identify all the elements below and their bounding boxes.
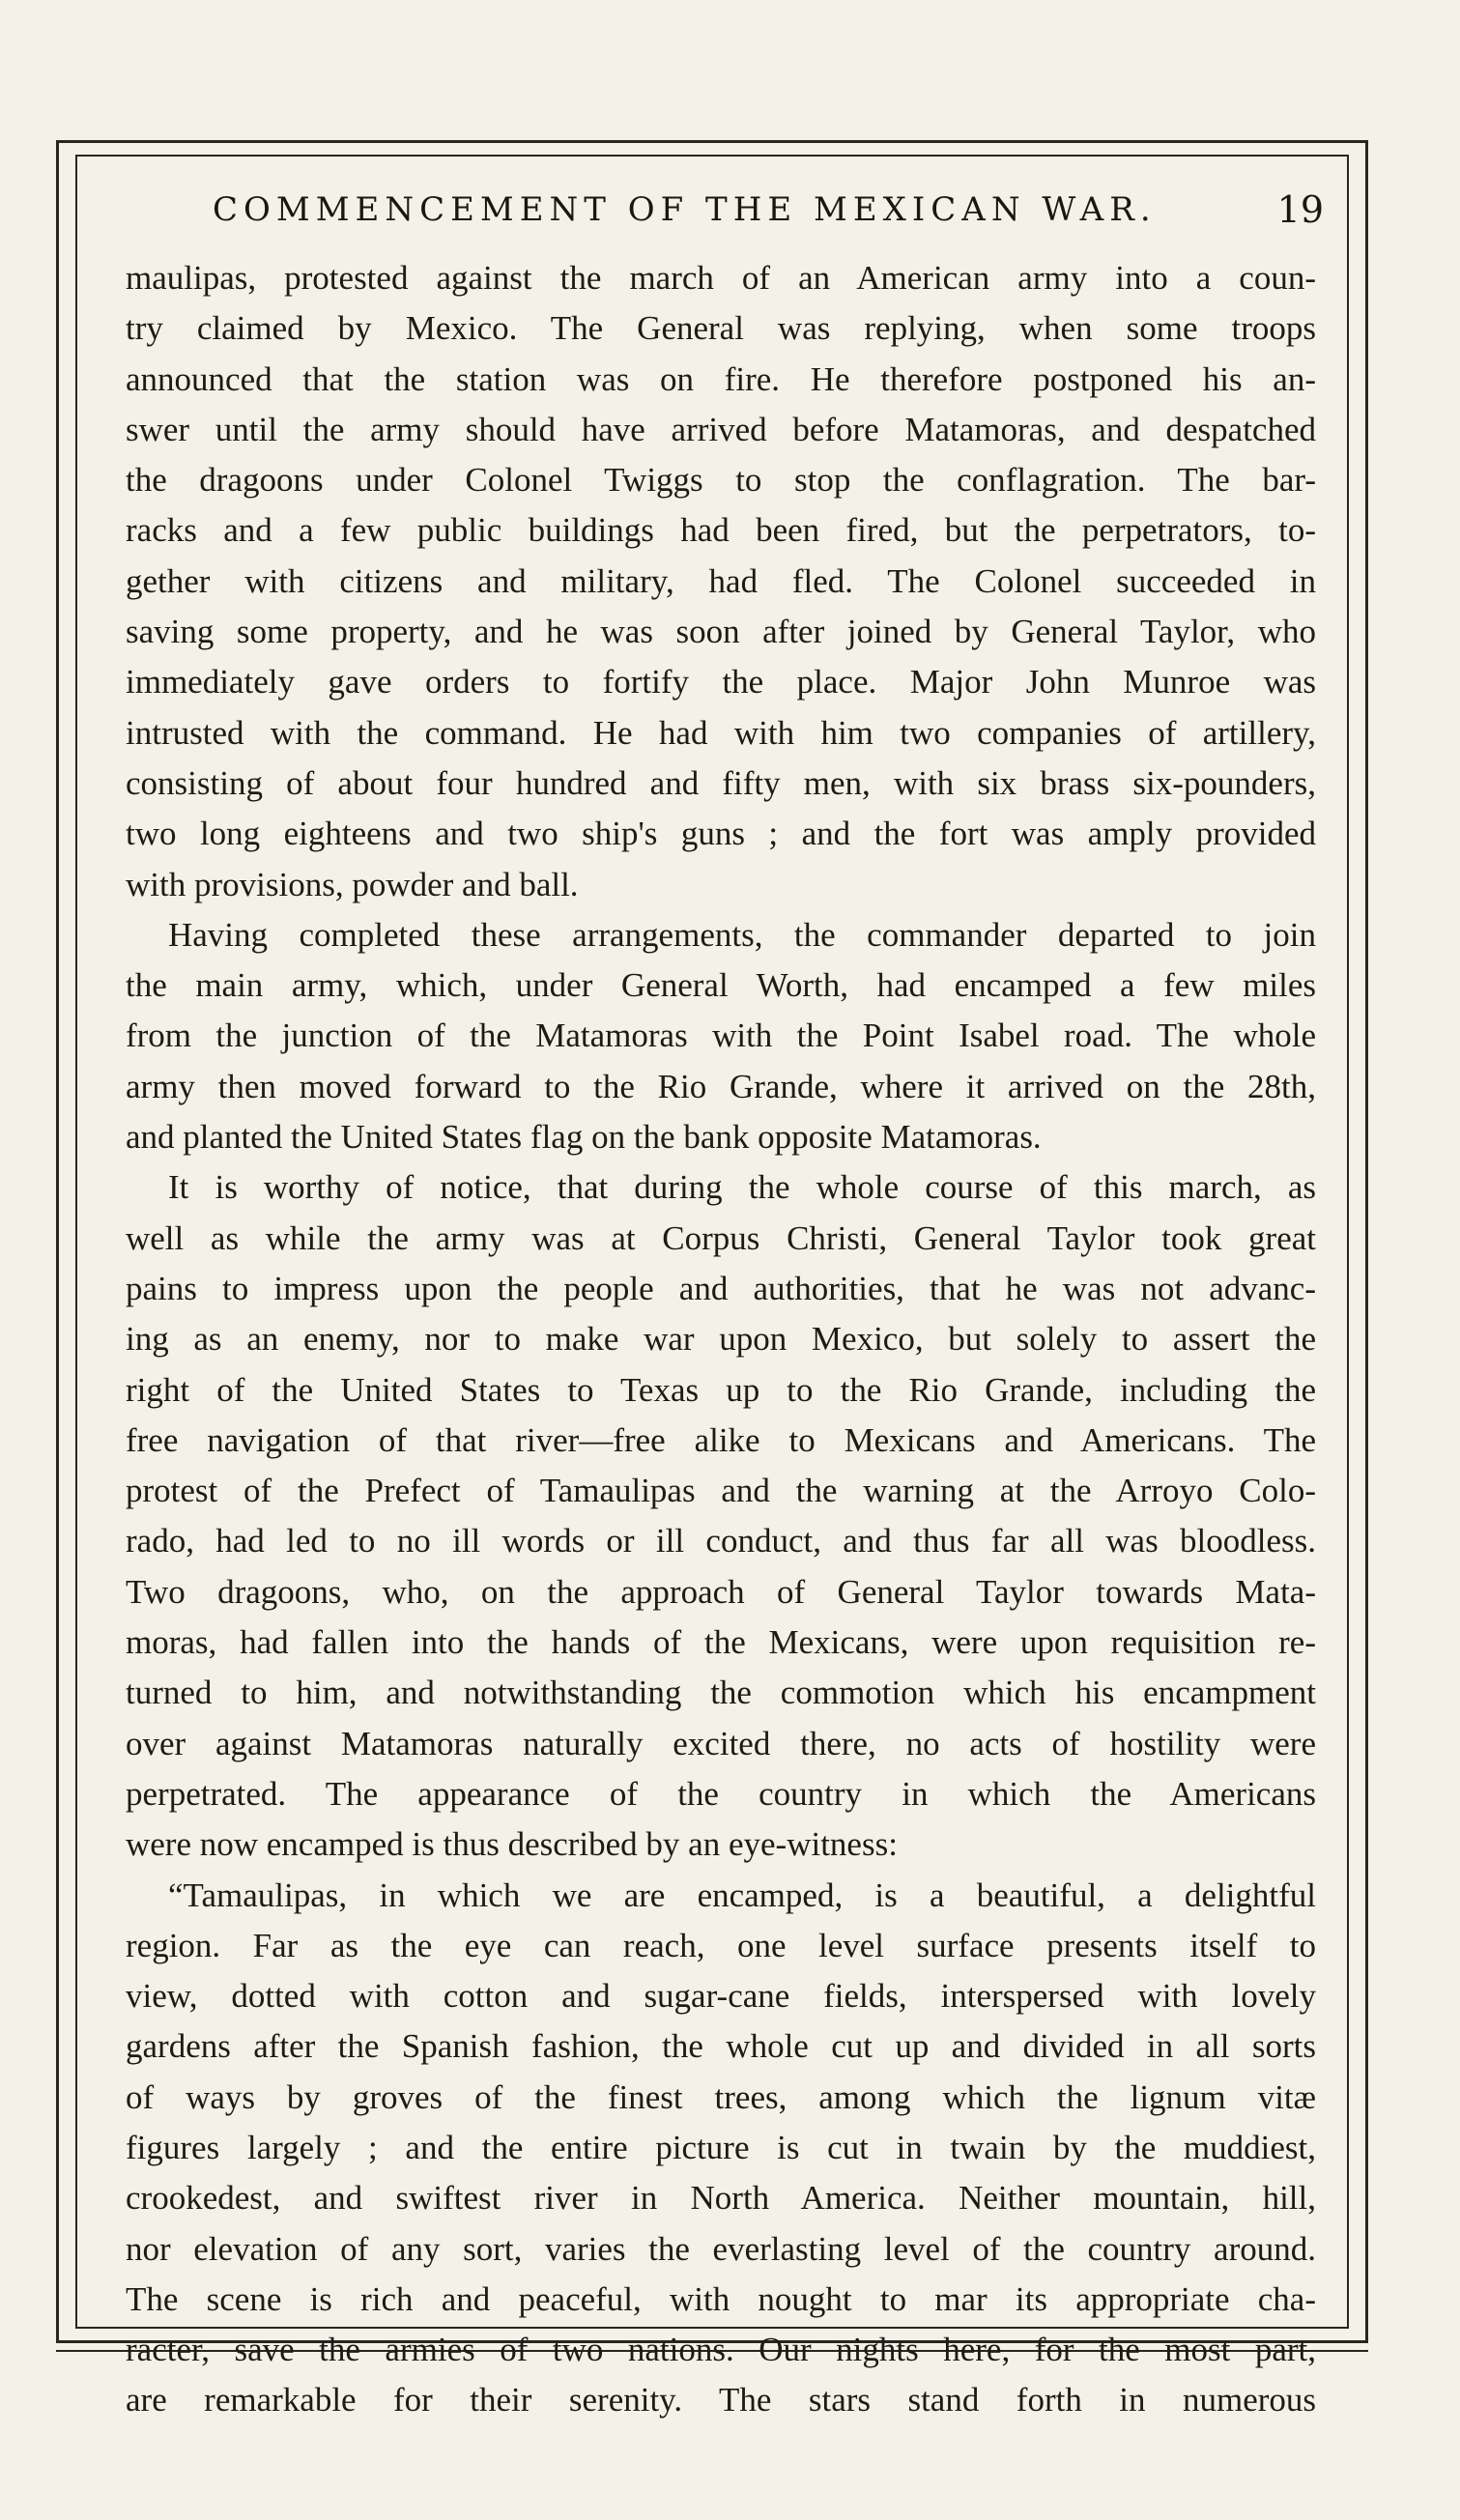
- text-line: pains to impress upon the people and authorities, that he was not advanc-: [126, 1269, 1316, 1307]
- text-line: maulipas, protested against the march of an American army into a coun-: [126, 259, 1316, 297]
- text-line: figures largely ; and the entire picture is cut in twain by the muddiest,: [126, 2128, 1316, 2166]
- text-line: free navigation of that river—free alike to Mexicans and Americans. The: [126, 1420, 1316, 1459]
- text-line: two long eighteens and two ship's guns ; and the fort was amply provided: [126, 815, 1316, 853]
- text-line: well as while the army was at Corpus Christi, General Taylor took great: [126, 1218, 1316, 1257]
- text-line: ing as an enemy, nor to make war upon Mexico, but solely to assert the: [126, 1320, 1316, 1359]
- text-line: region. Far as the eye can reach, one level surface presents itself to: [126, 1926, 1316, 1964]
- text-line: “Tamaulipas, in which we are encamped, is a beautiful, a delightful: [168, 1876, 1316, 1914]
- text-line: are remarkable for their serenity. The stars stand forth in numerous: [126, 2381, 1316, 2420]
- text-line: view, dotted with cotton and sugar-cane fields, interspersed with lovely: [126, 1977, 1316, 2016]
- text-line: gardens after the Spanish fashion, the whole cut up and divided in all sorts: [126, 2027, 1316, 2066]
- text-line: and planted the United States flag on the bank opposite Matamoras.: [126, 1118, 1042, 1157]
- text-line: crookedest, and swiftest river in North America. Neither mountain, hill,: [126, 2179, 1316, 2218]
- text-line: Having completed these arrangements, the commander departed to join: [168, 915, 1316, 954]
- text-line: immediately gave orders to fortify the place. Major John Munroe was: [126, 663, 1316, 702]
- text-line: It is worthy of notice, that during the whole course of this march, as: [168, 1168, 1316, 1207]
- text-line: nor elevation of any sort, varies the everlasting level of the country around.: [126, 2229, 1316, 2268]
- text-line: rado, had led to no ill words or ill conduct, and thus far all was bloodless.: [126, 1522, 1316, 1561]
- text-line: were now encamped is thus described by an eye-witness:: [126, 1825, 898, 1864]
- text-line: try claimed by Mexico. The General was replying, when some troops: [126, 309, 1316, 348]
- text-line: saving some property, and he was soon after joined by General Taylor, who: [126, 613, 1316, 651]
- text-line: perpetrated. The appearance of the country in which the Americans: [126, 1774, 1316, 1813]
- text-line: over against Matamoras naturally excited there, no acts of hostility were: [126, 1724, 1316, 1762]
- text-line: from the junction of the Matamoras with the Point Isabel road. The whole: [126, 1017, 1316, 1055]
- text-line: swer until the army should have arrived before Matamoras, and despatched: [126, 410, 1316, 448]
- text-line: turned to him, and notwithstanding the commotion which his encampment: [126, 1674, 1316, 1712]
- text-line: racks and a few public buildings had been fired, but the perpetrators, to-: [126, 511, 1316, 550]
- text-line: racter, save the armies of two nations. Our nights here, for the most part,: [126, 2331, 1316, 2369]
- body-text: [126, 253, 1316, 2426]
- text-line: moras, had fallen into the hands of the Mexicans, were upon requisition re-: [126, 1623, 1316, 1662]
- running-head: [126, 186, 1324, 234]
- text-line: right of the United States to Texas up to the Rio Grande, including the: [126, 1370, 1316, 1409]
- text-line: of ways by groves of the finest trees, among which the lignum vitæ: [126, 2077, 1316, 2116]
- text-line: gether with citizens and military, had fled. The Colonel succeeded in: [126, 561, 1316, 600]
- text-line: the main army, which, under General Worth, had encamped a few miles: [126, 966, 1316, 1005]
- text-line: intrusted with the command. He had with him two companies of artillery,: [126, 713, 1316, 752]
- chapter-title: COMMENCEMENT OF THE MEXICAN WAR.: [213, 190, 1157, 229]
- text-line: army then moved forward to the Rio Grande, where it arrived on the 28th,: [126, 1067, 1316, 1105]
- text-line: protest of the Prefect of Tamaulipas and the warning at the Arroyo Colo-: [126, 1472, 1316, 1510]
- page-number: 19: [1276, 188, 1324, 231]
- text-line: Two dragoons, who, on the approach of General Taylor towards Mata-: [126, 1572, 1316, 1611]
- text-line: The scene is rich and peaceful, with nought to mar its appropriate cha-: [126, 2279, 1316, 2318]
- text-line: consisting of about four hundred and fifty men, with six brass six-pounders,: [126, 763, 1316, 802]
- text-line: with provisions, powder and ball.: [126, 865, 579, 903]
- text-line: the dragoons under Colonel Twiggs to stop the conflagration. The bar-: [126, 461, 1316, 500]
- text-line: announced that the station was on fire. He therefore postponed his an-: [126, 359, 1316, 398]
